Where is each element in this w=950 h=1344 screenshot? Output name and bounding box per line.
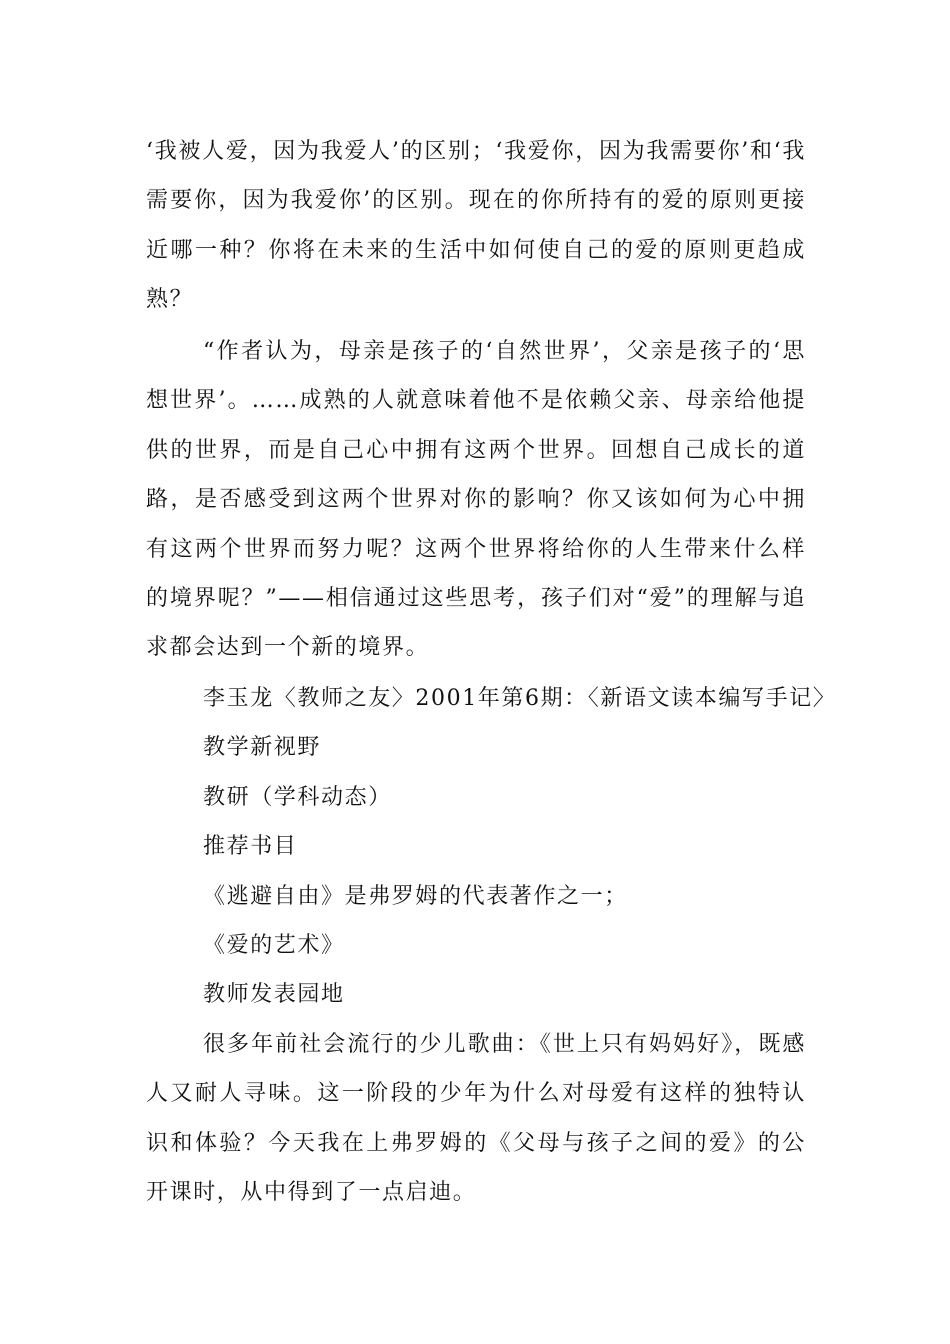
two-worlds-paragraph: “作者认为，母亲是孩子的‘自然世界’，父亲是孩子的‘思想世界’。……成熟的人就意味着他不是依赖父亲、母亲给他提供的世界，而是自己心中拥有这两个世界。回想自己成长的道路，是否感受到这两个世界对你的影响？你又该如何为心中拥有这两个世界而努力呢？这两个世界将给你的人生带来什么样的境界呢？”——相信通过这些思考，孩子们对“爱”的理解与追求都会达到一个新的境界。	[146, 339, 806, 661]
love-principle-section	[146, 127, 806, 325]
heading-teacher-forum: 教师发表园地	[203, 982, 345, 1008]
song-reflection-paragraph: 很多年前社会流行的少儿歌曲：《世上只有妈妈好》，既感人又耐人寻味。这一阶段的少年为什么对母爱有这样的独特认识和体验？今天我在上弗罗姆的《父母与孩子之间的爱》的公开课时，从中得到了一点启迪。	[146, 1031, 806, 1206]
love-principle-paragraph: ‘我被人爱，因为我爱人’的区别；‘我爱你，因为我需要你’和‘我需要你，因为我爱你’的区别。现在的你所持有的爱的原则更接近哪一种？你将在未来的生活中如何使自己的爱的原则更趋成熟？	[146, 139, 806, 313]
heading-recommended-books: 推荐书目	[203, 834, 298, 860]
book-item-escape-from-freedom: 《逃避自由》是弗罗姆的代表著作之一；	[203, 883, 628, 909]
citation-line: 李玉龙〈教师之友〉2001年第6期：〈新语文读本编写手记〉	[203, 686, 837, 711]
two-worlds-section	[146, 327, 806, 673]
book-item-art-of-loving: 《爱的艺术》	[203, 933, 345, 959]
heading-new-vision: 教学新视野	[203, 735, 322, 761]
references-section	[146, 674, 837, 1217]
heading-research: 教研（学科动态）	[203, 784, 392, 810]
